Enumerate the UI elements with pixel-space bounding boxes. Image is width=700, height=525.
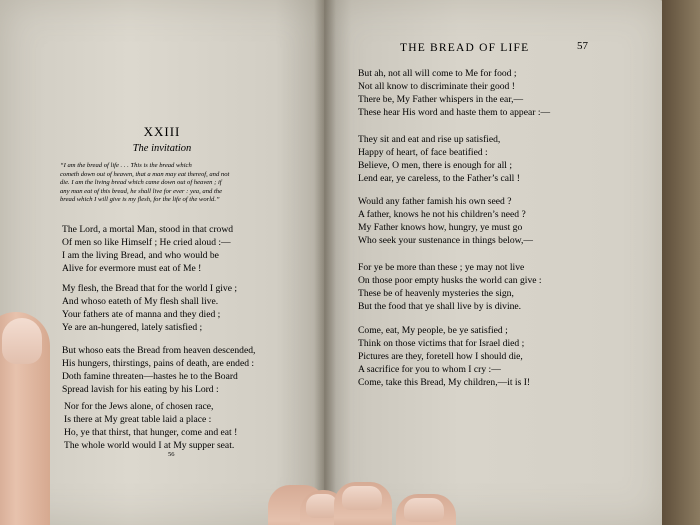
epigraph — [60, 162, 292, 205]
right-stanza-2 — [358, 133, 520, 185]
chapter-number: XXIII — [143, 124, 181, 139]
left-page-number: 56 — [168, 451, 175, 458]
verse-line: My flesh, the Bread that for the world I give ; — [62, 283, 238, 294]
verse-line: Of men so like Himself ; He cried aloud :— — [62, 237, 231, 249]
left-stanza-3 — [62, 344, 255, 396]
left-stanza-4 — [64, 400, 237, 452]
verse-line: A sacrifice for you to whom I cry :— — [358, 364, 501, 376]
verse-line: But ah, not all will come to Me for food ; — [358, 68, 517, 79]
epigraph-line: bread which I will give is my flesh, for the life of the world.” — [60, 196, 220, 204]
fingernail — [404, 498, 444, 522]
chapter-subtitle: The invitation — [132, 143, 192, 154]
verse-line: Ho, ye that thirst, that hunger, come and eat ! — [64, 427, 238, 439]
verse-line: Not all know to discriminate their good ! — [358, 81, 515, 93]
verse-line: On those poor empty husks the world can give : — [358, 275, 542, 287]
verse-line: They sit and eat and rise up satisfied, — [358, 134, 501, 145]
verse-line: Come, eat, My people, be ye satisfied ; — [358, 325, 508, 336]
left-stanza-2 — [62, 282, 237, 334]
verse-line: Your fathers ate of manna and they died ; — [62, 309, 221, 321]
verse-line: Nor for the Jews alone, of chosen race, — [64, 401, 214, 412]
verse-line: The Lord, a mortal Man, stood in that crowd — [62, 224, 234, 235]
running-title: THE BREAD OF LIFE — [400, 42, 530, 54]
verse-line: And whoso eateth of My flesh shall live. — [62, 296, 219, 308]
left-stanza-1 — [62, 223, 233, 275]
right-stanza-1 — [358, 67, 550, 119]
epigraph-line: cometh down out of heaven, that a man may eat thereof, and not — [60, 170, 230, 178]
page-edge — [662, 0, 700, 525]
verse-line: The whole world would I at My supper seat. — [64, 440, 235, 452]
verse-line: Think on those victims that for Israel died ; — [358, 338, 525, 350]
verse-line: His hungers, thirstings, pains of death, are ended : — [62, 358, 255, 370]
verse-line: Would any father famish his own seed ? — [358, 196, 512, 207]
verse-line: Doth famine threaten—hastes he to the Board — [62, 371, 238, 383]
verse-line: Come, take this Bread, My children,—it is I! — [358, 377, 531, 389]
left-thumbnail — [2, 318, 42, 364]
verse-line: Alive for evermore must eat of Me ! — [62, 263, 202, 275]
verse-line: Is there at My great table laid a place : — [64, 414, 212, 426]
epigraph-line: die. I am the living bread which came down out of heaven ; if — [60, 179, 222, 187]
verse-line: My Father knows how, hungry, ye must go — [358, 222, 523, 234]
verse-line: Pictures are they, foretell how I should die, — [358, 351, 523, 363]
verse-line: These hear His word and haste them to appear :— — [358, 107, 551, 119]
verse-line: Lend ear, ye careless, to the Father’s call ! — [358, 173, 520, 185]
verse-line: Believe, O men, there is enough for all ; — [358, 160, 512, 172]
right-stanza-5 — [358, 324, 530, 389]
verse-line: But whoso eats the Bread from heaven descended, — [62, 345, 256, 356]
verse-line: There be, My Father whispers in the ear,— — [358, 94, 524, 106]
verse-line: I am the living Bread, and who would be — [62, 250, 219, 262]
right-page-number: 57 — [577, 40, 588, 52]
verse-line: Happy of heart, of face beatified : — [358, 147, 488, 159]
verse-line: These be of heavenly mysteries the sign, — [358, 288, 514, 300]
right-stanza-4 — [358, 261, 542, 313]
verse-line: Who seek your sustenance in things below,— — [358, 235, 533, 247]
verse-line: But the food that ye shall live by is divine. — [358, 301, 522, 313]
verse-line: A father, knows he not his children’s need ? — [358, 209, 526, 221]
book-gutter — [314, 0, 336, 525]
epigraph-line: “I am the bread of life . . . This is the bread which — [60, 162, 192, 169]
fingernail — [342, 486, 382, 510]
verse-line: Ye are an-hungered, lately satisfied ; — [62, 322, 203, 334]
right-stanza-3 — [358, 195, 533, 247]
verse-line: Spread lavish for his eating by his Lord : — [62, 384, 219, 396]
verse-line: For ye be more than these ; ye may not live — [358, 262, 525, 273]
epigraph-line: any man eat of this bread, he shall live for ever : yea, and the — [60, 187, 222, 195]
